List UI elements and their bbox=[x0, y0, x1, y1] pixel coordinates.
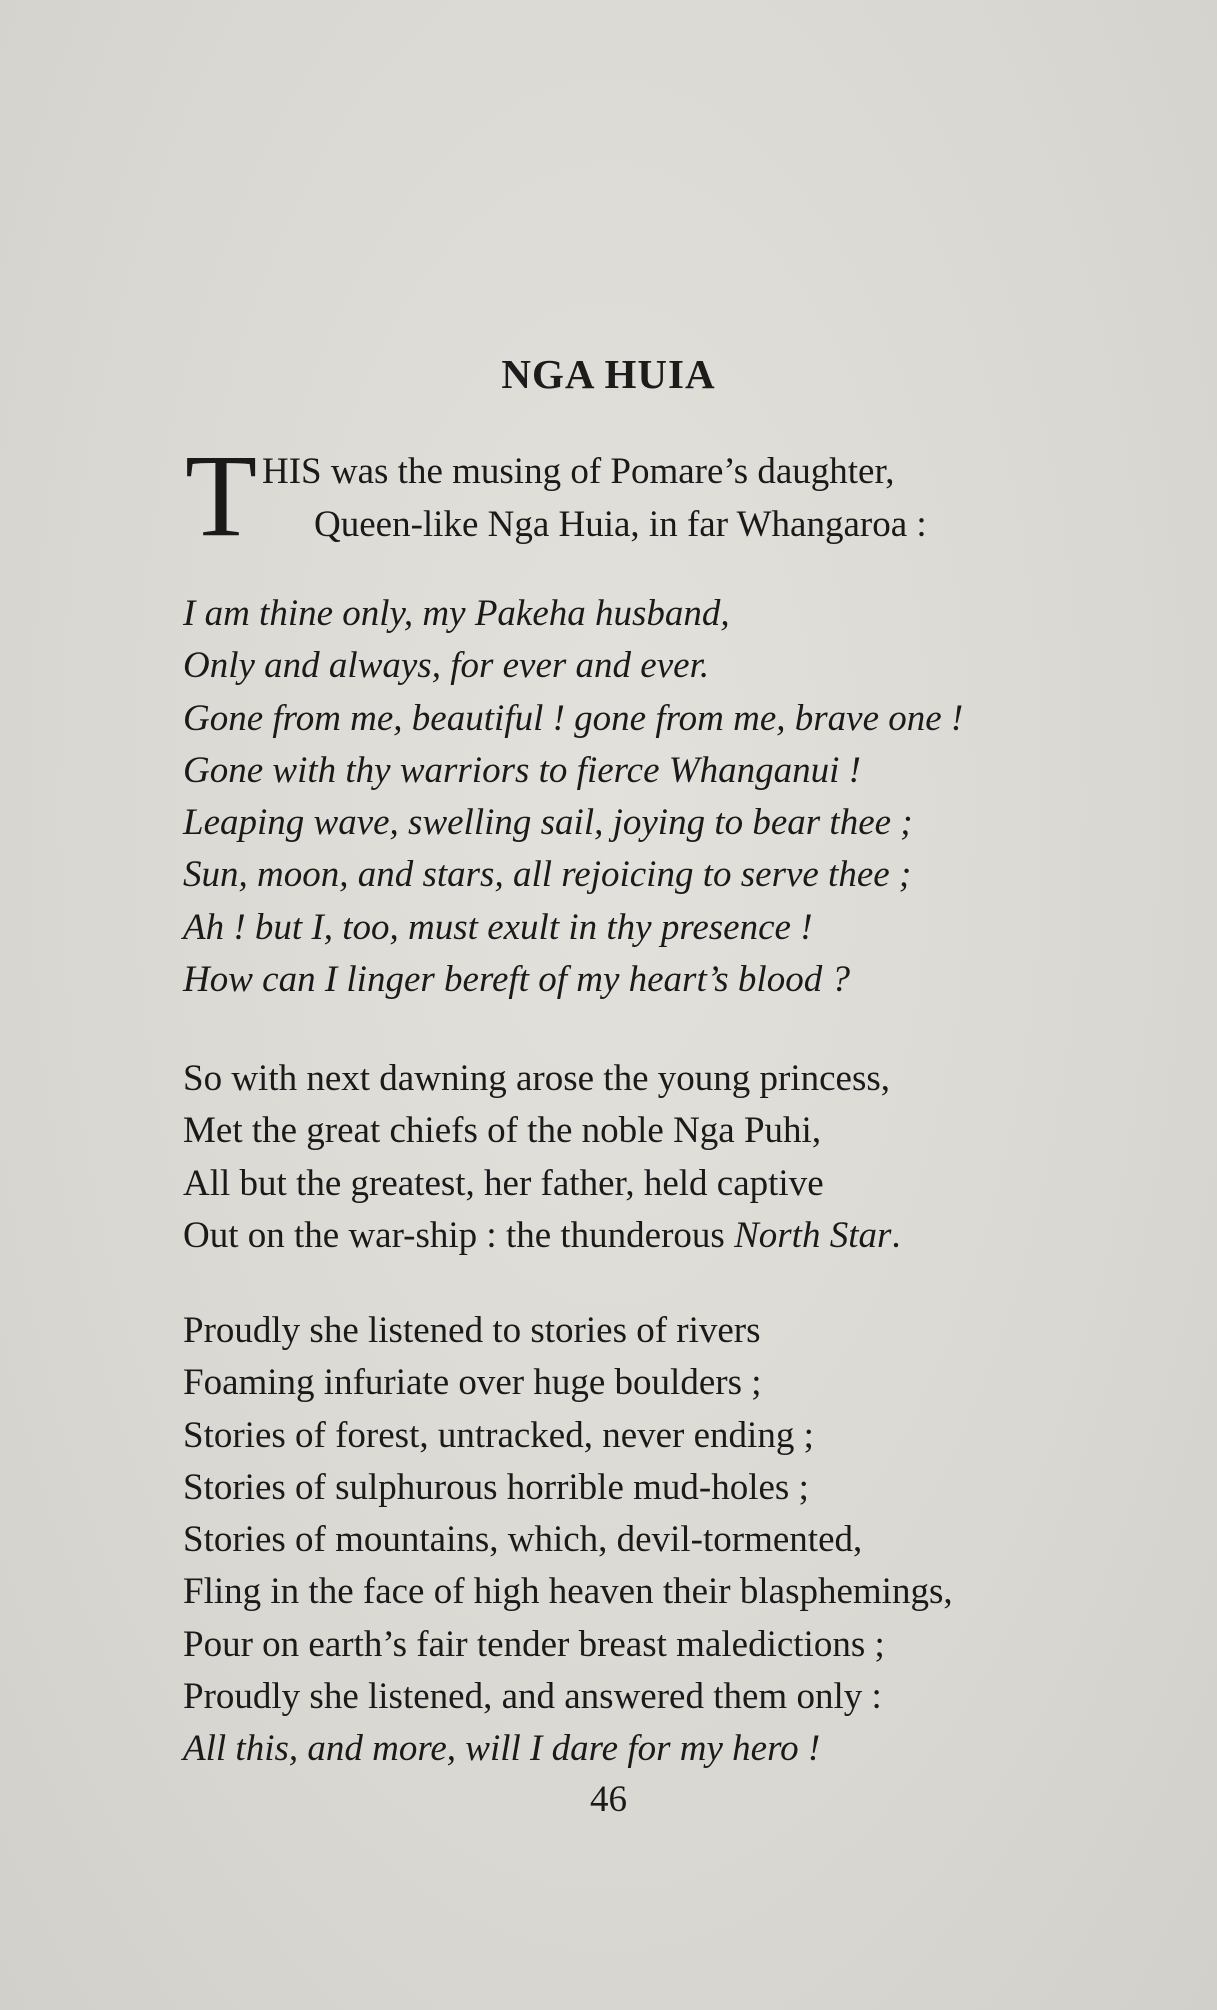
verse-line: Leaping wave, swelling sail, joying to bear thee ; bbox=[183, 802, 913, 844]
opening-line-2: Queen-like Nga Huia, in far Whangaroa : bbox=[314, 504, 927, 545]
verse-line: Proudly she listened to stories of rivers bbox=[183, 1310, 761, 1351]
verse-line: Gone from me, beautiful ! gone from me, brave one ! bbox=[183, 697, 964, 739]
verse-line: Pour on earth’s fair tender breast maledictions ; bbox=[183, 1623, 885, 1665]
verse-line: All this, and more, will I dare for my hero ! bbox=[183, 1728, 821, 1770]
verse-line: Met the great chiefs of the noble Nga Puhi, bbox=[183, 1110, 822, 1152]
verse-line: So with next dawning arose the young princess, bbox=[183, 1058, 890, 1099]
verse-line: Sun, moon, and stars, all rejoicing to serve thee ; bbox=[183, 854, 912, 896]
verse-line: Proudly she listened, and answered them only : bbox=[183, 1676, 882, 1718]
drop-cap: T bbox=[185, 430, 258, 561]
stanza-1 bbox=[183, 588, 963, 1006]
verse-line: I am thine only, my Pakeha husband, bbox=[183, 593, 730, 634]
verse-line: Stories of mountains, which, devil-tormented, bbox=[183, 1519, 863, 1561]
verse-line: Gone with thy warriors to fierce Whanganui ! bbox=[183, 749, 861, 791]
verse-line: Only and always, for ever and ever. bbox=[183, 645, 710, 687]
opening-lines bbox=[262, 445, 927, 551]
verse-line: How can I linger bereft of my heart’s blood ? bbox=[183, 959, 850, 1001]
verse-text: Out on the war-ship : the thunderous bbox=[183, 1214, 735, 1256]
verse-line: Stories of forest, untracked, never ending ; bbox=[183, 1414, 814, 1456]
stanza-2 bbox=[183, 1053, 901, 1262]
verse-punctuation: . bbox=[891, 1214, 901, 1256]
verse-line: All but the greatest, her father, held captive bbox=[183, 1162, 824, 1204]
verse-line bbox=[183, 1210, 901, 1262]
poem-title: NGA HUIA bbox=[501, 351, 716, 397]
verse-line: Ah ! but I, too, must exult in thy presence ! bbox=[183, 906, 813, 948]
verse-line: Stories of sulphurous horrible mud-holes ; bbox=[183, 1466, 809, 1508]
stanza-3 bbox=[183, 1305, 953, 1776]
verse-line: Fling in the face of high heaven their blasphemings, bbox=[183, 1571, 953, 1613]
opening-line-1: HIS was the musing of Pomare’s daughter, bbox=[262, 451, 895, 492]
ship-name: North Star bbox=[734, 1214, 892, 1256]
verse-line: Foaming infuriate over huge boulders ; bbox=[183, 1362, 762, 1404]
page-number: 46 bbox=[590, 1779, 627, 1820]
